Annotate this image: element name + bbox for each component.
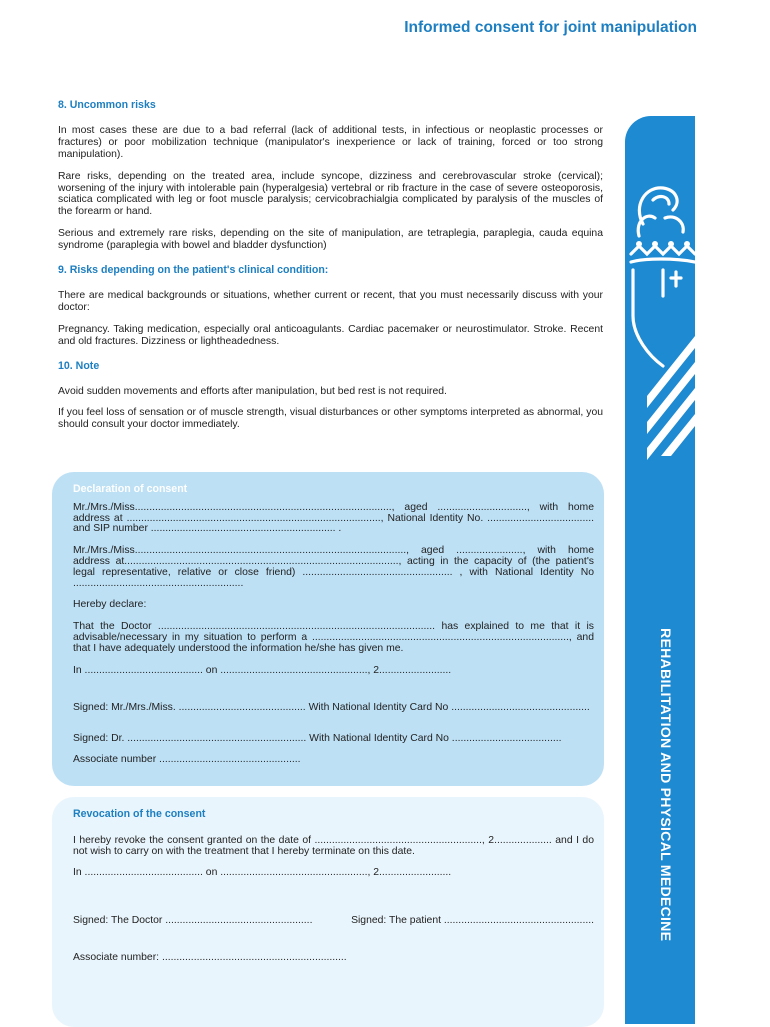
paragraph: If you feel loss of sensation or of muscle strength, visual disturbances or other symptoms interpreted as abnormal, you should consult your doctor immediately. <box>58 407 603 431</box>
representative-identity-field[interactable]: Mr./Mrs./Miss.............................................................................................., aged ......................., with home address at..............................................................................................., acting in the capacity of (the patient's legal representative, relative or close friend) .................................................... , with National Identity No ........................................................... <box>73 545 594 589</box>
patient-signature-field[interactable]: Signed: Mr./Mrs./Miss. ............................................ With National Identity Card No ................................................ <box>73 702 590 714</box>
patient-signature-field[interactable]: Signed: The patient .................................................... <box>351 915 594 927</box>
doctor-signature-field[interactable]: Signed: Dr. .............................................................. With National Identity Card No ...................................... <box>73 733 562 745</box>
patient-identity-field[interactable]: Mr./Mrs./Miss........................................................................................., aged ..............................., with home address at ........................................................................................, National Identity No. ..................................... and SIP number ................................................................ . <box>73 501 594 535</box>
paragraph: Avoid sudden movements and efforts after manipulation, but bed rest is not required. <box>58 385 447 397</box>
declaration-of-consent-panel <box>52 472 604 786</box>
paragraph: There are medical backgrounds or situations, whether current or recent, that you must necessarily discuss with your doctor: <box>58 289 603 313</box>
doctor-explanation-field[interactable]: That the Doctor ................................................................................................ has explained to me that it is advisable/necessary in my situation to perform a ........................................................................................., and that I have adequately understood the information he/she has given me. <box>73 621 594 654</box>
paragraph: Pregnancy. Taking medication, especially oral anticoagulants. Cardiac pacemaker or neurostimulator. Stroke. Recent and old fractures. Dizziness or lightheadedness. <box>58 323 603 347</box>
sidebar-label: REHABILITATION AND PHYSICAL MEDECINE <box>657 628 673 942</box>
main-content <box>58 100 603 441</box>
place-date-field[interactable]: In ......................................... on ..................................................., 2......................... <box>73 664 452 676</box>
revocation-signature-row <box>73 916 594 927</box>
associate-number-field[interactable]: Associate number: ................................................................ <box>73 951 347 963</box>
revocation-date-field[interactable]: I hereby revoke the consent granted on the date of .........................................................., 2.................... and I do not wish to carry on with the treatment that I hereby terminate on this date. <box>73 834 594 857</box>
declare-label: Hereby declare: <box>73 599 147 611</box>
document-title: Informed consent for joint manipulation <box>404 19 697 36</box>
revocation-panel <box>52 797 604 1027</box>
paragraph: In most cases these are due to a bad referral (lack of additional tests, in infectious or neoplastic processes or fractures) or poor mobilization technique (manipulator's inexperience or lack of training, forced or too strong manipulation). <box>58 124 603 160</box>
revocation-heading: Revocation of the consent <box>73 808 206 820</box>
associate-number-field[interactable]: Associate number ................................................. <box>73 753 301 765</box>
sidebar-vertical-label <box>626 628 696 942</box>
paragraph: Rare risks, depending on the treated area, include syncope, dizziness and cerebrovascular stroke (cervical); worsening of the injury with intolerable pain (hyperalgesia) vertebral or rib fracture in the case of severe osteoporosis, sciatica complicated with leg or foot muscle paralysis; cervicobrachialgia complicated by paralysis of the muscles of the forearm or hand. <box>58 170 603 218</box>
section-heading-note: 10. Note <box>58 359 100 372</box>
paragraph: Serious and extremely rare risks, depending on the site of manipulation, are tetraplegia, paraplegia, cauda equina syndrome (paraplegia with bowel and bladder dysfunction) <box>58 228 603 252</box>
valencian-coat-of-arms-icon <box>625 166 695 466</box>
revocation-place-date-field[interactable]: In ......................................... on ..................................................., 2......................... <box>73 867 452 879</box>
section-heading-clinical-risks: 9. Risks depending on the patient's clinical condition: <box>58 264 329 277</box>
consent-heading: Declaration of consent <box>73 483 188 495</box>
section-heading-uncommon-risks: 8. Uncommon risks <box>58 99 156 111</box>
doctor-signature-field[interactable]: Signed: The Doctor ................................................... <box>73 915 313 927</box>
